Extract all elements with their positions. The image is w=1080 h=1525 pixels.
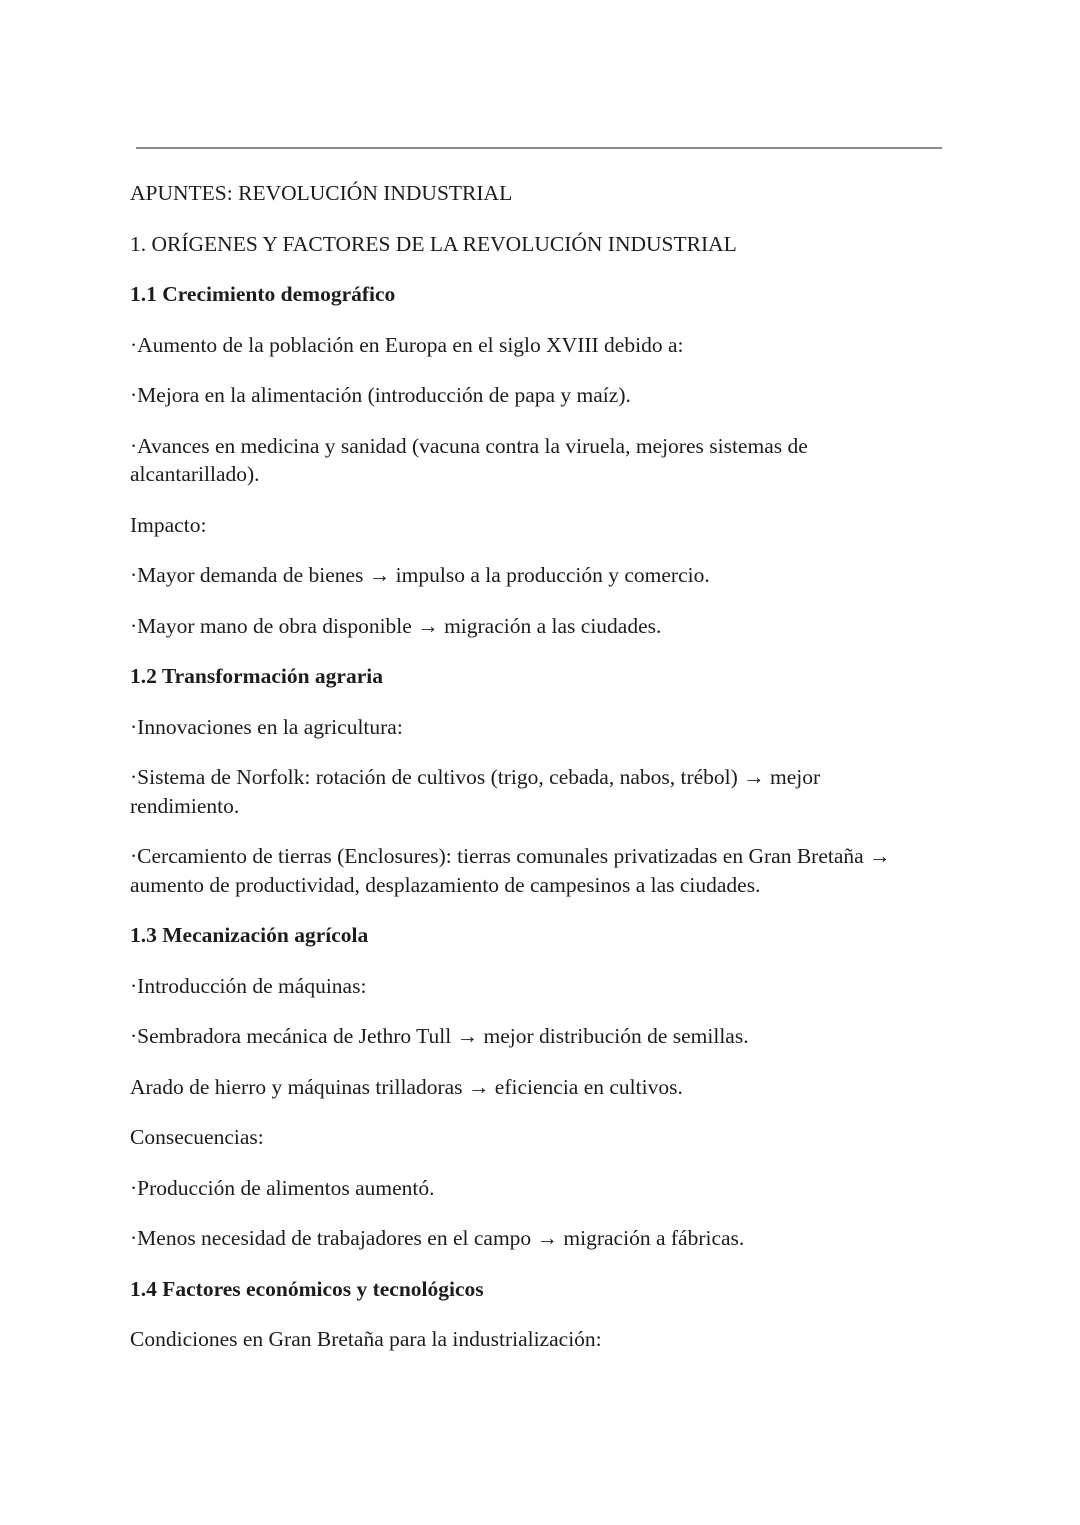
bullet-item — [130, 331, 1030, 360]
bullet-item — [130, 432, 1030, 489]
text-line: Condiciones en Gran Bretaña para la industrialización: — [130, 1327, 602, 1351]
bullet-item — [130, 612, 1030, 641]
text-line: ·Menos necesidad de trabajadores en el campo → migración a fábricas. — [130, 1226, 745, 1250]
bullet-item — [130, 713, 1030, 742]
bullet-item — [130, 1174, 1030, 1203]
text-line: ·Producción de alimentos aumentó. — [130, 1175, 435, 1200]
text-line: ·Cercamiento de tierras (Enclosures): tierras comunales privatizadas en Gran Bretaña → — [130, 844, 891, 868]
paragraph-label — [130, 1123, 1030, 1152]
text-line: ·Sembradora mecánica de Jethro Tull → mejor distribución de semillas. — [130, 1024, 749, 1048]
subsection-heading — [130, 1275, 1030, 1304]
text-line: 1.1 Crecimiento demográfico — [130, 282, 396, 306]
bullet-item — [130, 1022, 1030, 1051]
section-heading — [130, 230, 1030, 259]
document-body — [130, 179, 1030, 1376]
text-line: 1. ORÍGENES Y FACTORES DE LA REVOLUCIÓN INDUSTRIAL — [130, 231, 737, 256]
text-line: ·Mayor demanda de bienes → impulso a la producción y comercio. — [130, 563, 710, 587]
text-line: rendimiento. — [130, 793, 240, 818]
bullet-item — [130, 763, 1030, 820]
document-title — [130, 179, 1030, 208]
paragraph-label — [130, 511, 1030, 540]
text-line: ·Aumento de la población en Europa en el siglo XVIII debido a: — [130, 332, 684, 357]
text-line: APUNTES: REVOLUCIÓN INDUSTRIAL — [130, 181, 513, 205]
text-line: ·Sistema de Norfolk: rotación de cultivos (trigo, cebada, nabos, trébol) → mejor — [130, 765, 821, 789]
text-line: 1.2 Transformación agraria — [130, 664, 383, 688]
bullet-item — [130, 381, 1030, 410]
text-line: alcantarillado). — [130, 462, 260, 486]
text-line: ·Mejora en la alimentación (introducción de papa y maíz). — [130, 383, 631, 407]
text-line: 1.4 Factores económicos y tecnológicos — [130, 1276, 484, 1301]
text-line: 1.3 Mecanización agrícola — [130, 923, 369, 947]
bullet-item — [130, 1224, 1030, 1253]
horizontal-divider — [136, 147, 942, 149]
text-line: ·Avances en medicina y sanidad (vacuna contra la viruela, mejores sistemas de — [130, 433, 808, 458]
subsection-heading — [130, 662, 1030, 691]
bullet-item — [130, 842, 1030, 899]
subsection-heading — [130, 921, 1030, 950]
paragraph — [130, 1073, 1030, 1102]
text-line: Consecuencias: — [130, 1125, 264, 1149]
subsection-heading — [130, 280, 1030, 309]
text-line: aumento de productividad, desplazamiento de campesinos a las ciudades. — [130, 872, 761, 897]
text-line: Impacto: — [130, 512, 207, 537]
text-line: ·Mayor mano de obra disponible → migración a las ciudades. — [130, 613, 662, 638]
text-line: ·Innovaciones en la agricultura: — [130, 714, 403, 739]
text-line: ·Introducción de máquinas: — [130, 973, 367, 998]
text-line: Arado de hierro y máquinas trilladoras → eficiencia en cultivos. — [130, 1074, 683, 1099]
paragraph — [130, 1325, 1030, 1354]
bullet-item — [130, 561, 1030, 590]
bullet-item — [130, 972, 1030, 1001]
